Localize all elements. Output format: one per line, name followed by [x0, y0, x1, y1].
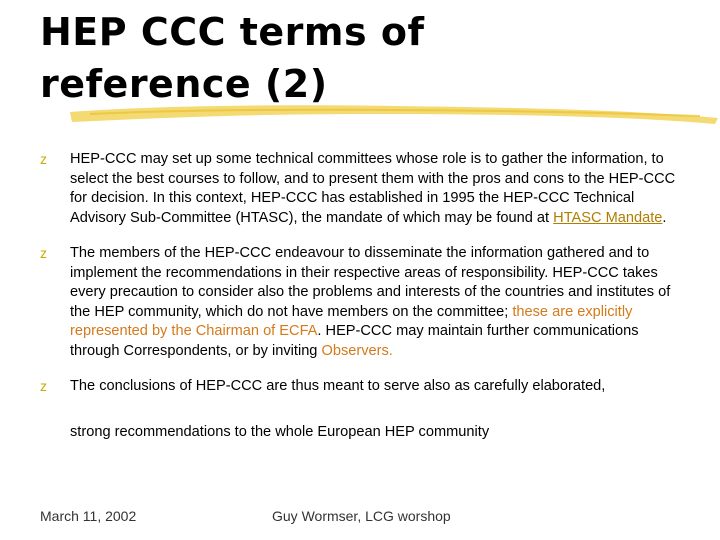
title-brushstroke-underline: [70, 100, 720, 130]
slide-title: [40, 6, 680, 110]
footer-date: March 11, 2002: [40, 508, 137, 524]
bullet-icon: z: [40, 151, 47, 167]
bullet-text: The members of the HEP-CCC endeavour to disseminate the information gathered and to implement the recommendations in their respective areas of responsibility. HEP-CCC takes every precaution to consider also the problems and interests of the countries and institutes of the HEP community, which do not have members on the committee;: [70, 245, 671, 320]
observers-highlight-text: Observers.: [321, 342, 393, 359]
bullet-icon: z: [40, 245, 47, 261]
line-gap: [70, 397, 680, 423]
bullet-text-middle: . HEP-CCC may maintain further communications through Correspondents, or by inviting: [70, 323, 639, 359]
htasc-mandate-link[interactable]: HTASC Mandate: [553, 209, 663, 226]
bullet-text-end: .: [662, 209, 667, 226]
footer-author: Guy Wormser, LCG worshop: [272, 508, 451, 524]
bullet-icon: z: [40, 378, 47, 394]
title-line-1: HEP CCC terms of: [40, 10, 425, 54]
title-line-2: reference (2): [40, 62, 328, 106]
bullet-text-line-2: strong recommendations to the whole European HEP community: [70, 423, 490, 440]
bullet-text-line-1: The conclusions of HEP-CCC are thus meant to serve also as carefully elaborated,: [70, 378, 606, 394]
bullet-item-members: [40, 244, 680, 361]
ecfa-highlight-text: these are explicitly represented by the Chairman of ECFA: [70, 303, 633, 339]
bullet-text: HEP-CCC may set up some technical committees whose role is to gather the information, to select the best courses to follow, and to present them with the pros and cons to the HEP-CCC for decision. In this context, HEP-CCC has established in 1995 the HEP-CCC Technical Advisory Sub-Committee (HTASC), the mandate of which may be found at: [70, 151, 676, 226]
bullet-list: [40, 150, 680, 458]
bullet-item-conclusions: [40, 377, 680, 442]
bullet-item-technical-committees: [40, 150, 680, 228]
